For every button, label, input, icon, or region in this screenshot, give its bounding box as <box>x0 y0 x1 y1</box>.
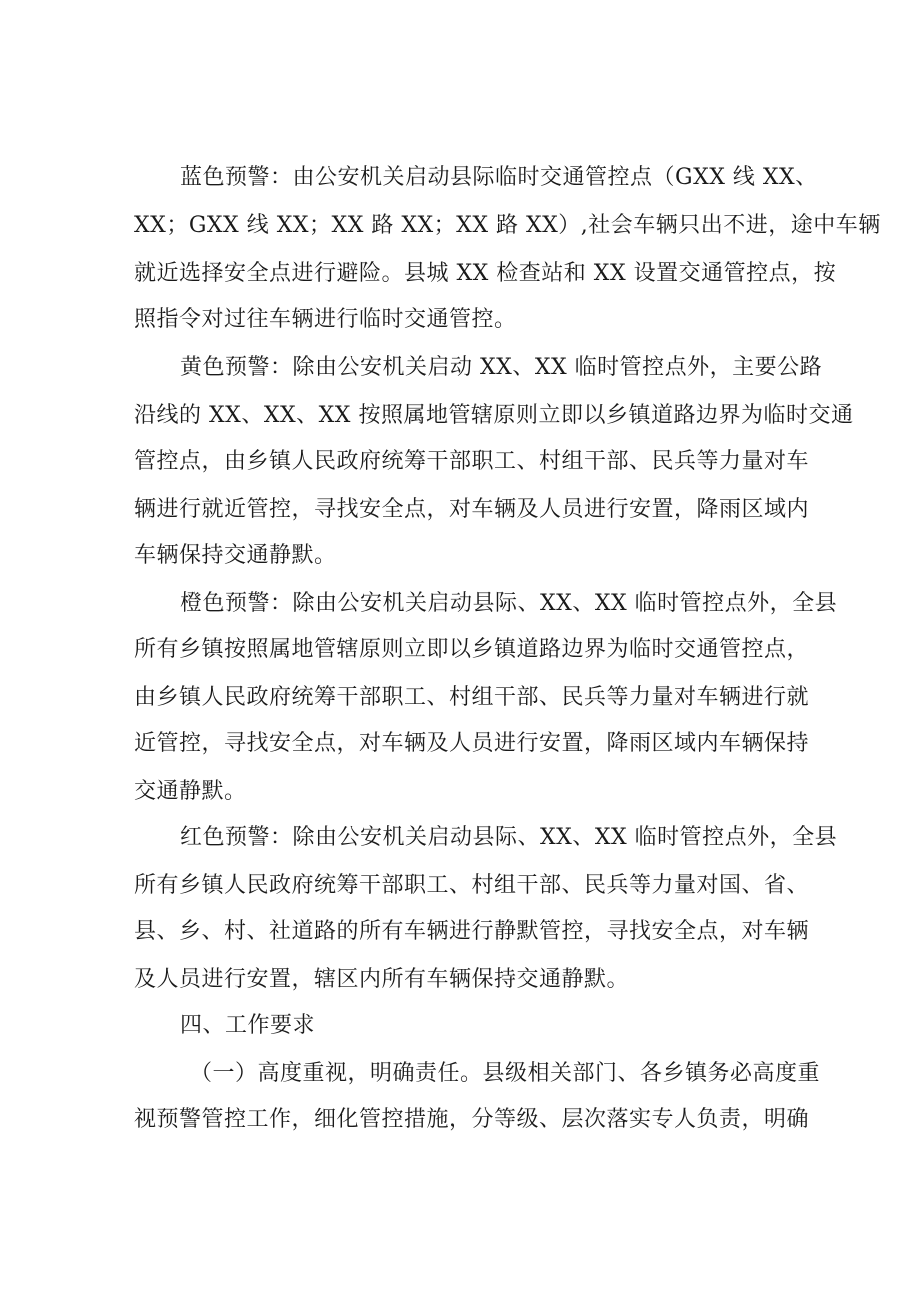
paragraph-line: 黄色预警：除由公安机关启动 XX、XX 临时管控点外，主要公路 <box>180 355 823 380</box>
paragraph-line: 及人员进行安置，辖区内所有车辆保持交通静默。 <box>134 967 630 992</box>
paragraph-line: 蓝色预警：由公安机关启动县际临时交通管控点（GXX 线 XX、 <box>180 165 818 190</box>
paragraph-line: 视预警管控工作，细化管控措施，分等级、层次落实专人负责，明确 <box>134 1107 810 1132</box>
paragraph-line: 辆进行就近管控，寻找安全点，对车辆及人员进行安置，降雨区域内 <box>134 497 810 522</box>
paragraph-line: 县、乡、村、社道路的所有车辆进行静默管控，寻找安全点，对车辆 <box>134 919 810 944</box>
paragraph-line: 交通静默。 <box>134 779 247 804</box>
paragraph-line: 管控点，由乡镇人民政府统筹干部职工、村组干部、民兵等力量对车 <box>134 449 810 474</box>
paragraph-line: 所有乡镇人民政府统筹干部职工、村组干部、民兵等力量对国、省、 <box>134 873 810 898</box>
section-heading: 四、工作要求 <box>180 1013 316 1038</box>
paragraph-line: 红色预警：除由公安机关启动县际、XX、XX 临时管控点外，全县 <box>180 825 838 850</box>
paragraph-line: 近管控，寻找安全点，对车辆及人员进行安置，降雨区域内车辆保持 <box>134 731 810 756</box>
paragraph-line: XX；GXX 线 XX；XX 路 XX；XX 路 XX）,社会车辆只出不进，途中车辆 <box>134 213 881 238</box>
paragraph-line: 橙色预警：除由公安机关启动县际、XX、XX 临时管控点外，全县 <box>180 591 838 616</box>
paragraph-line: 就近选择安全点进行避险。县城 XX 检查站和 XX 设置交通管控点，按 <box>134 261 837 286</box>
paragraph-line: 沿线的 XX、XX、XX 按照属地管辖原则立即以乡镇道路边界为临时交通 <box>134 403 854 428</box>
paragraph-line: 由乡镇人民政府统筹干部职工、村组干部、民兵等力量对车辆进行就 <box>134 685 810 710</box>
paragraph-line: 所有乡镇按照属地管辖原则立即以乡镇道路边界为临时交通管控点， <box>134 637 810 662</box>
paragraph-line: （一）高度重视，明确责任。县级相关部门、各乡镇务必高度重 <box>190 1061 821 1086</box>
paragraph-line: 照指令对过往车辆进行临时交通管控。 <box>134 307 517 332</box>
paragraph-line: 车辆保持交通静默。 <box>134 543 337 568</box>
